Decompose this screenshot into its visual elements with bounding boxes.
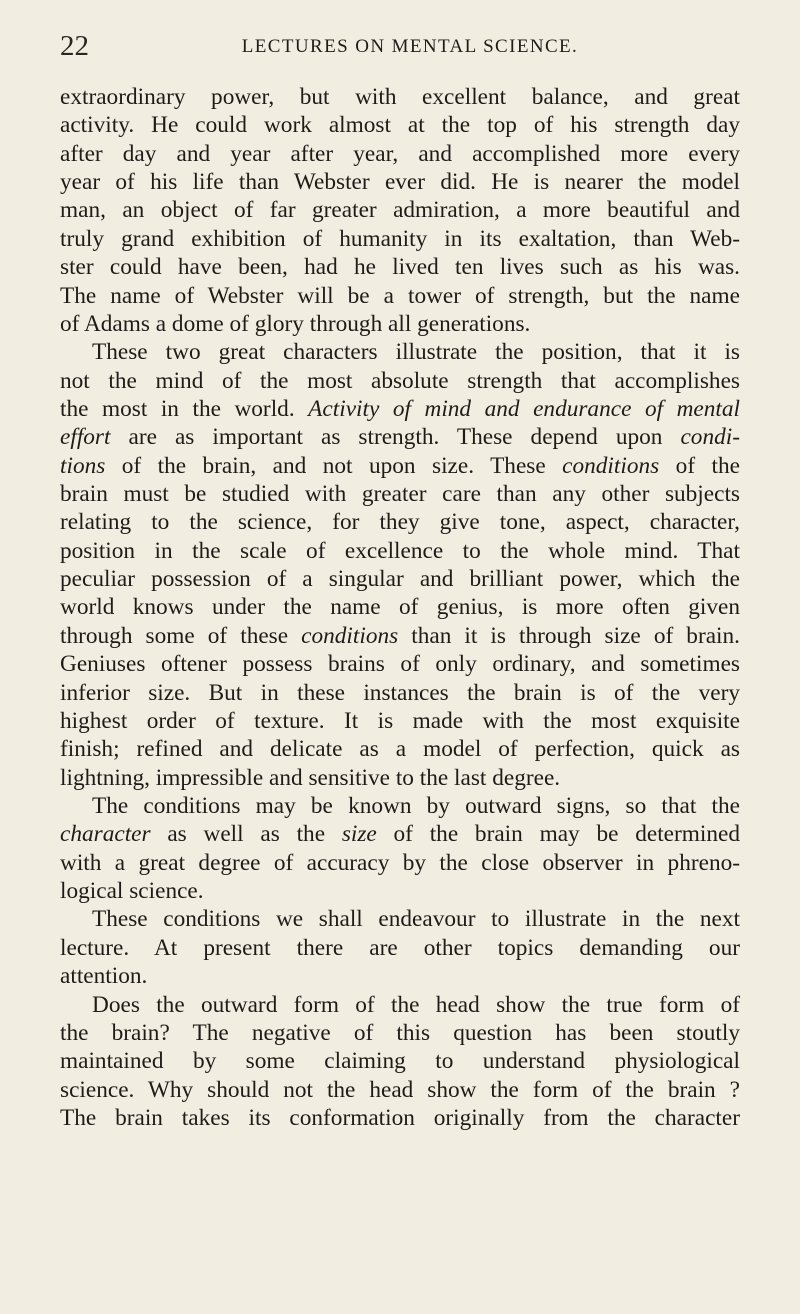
text-line [60, 225, 740, 253]
text-line [60, 991, 740, 1019]
text-line [60, 395, 740, 423]
italic-phrase: effort [60, 424, 111, 451]
line-text: than it is through size of brain. [398, 622, 740, 649]
text-line [60, 1047, 740, 1075]
line-text: logical science. [60, 878, 204, 905]
text-line [60, 679, 740, 707]
line-text: finish; refined and delicate as a model of perfection, quick as [60, 736, 740, 763]
line-text: lightning, impressible and sensitive to the last degree. [60, 764, 561, 791]
line-text: truly grand exhibition of humanity in its exaltation, than Web- [60, 225, 740, 252]
line-text: maintained by some claiming to understand physiological [60, 1048, 740, 1075]
text-line [60, 792, 740, 820]
line-text: of the [659, 452, 740, 479]
line-text: Does the outward form of the head show the true form of [92, 991, 740, 1018]
line-text: with a great degree of accuracy by the close observer in phreno- [60, 849, 740, 876]
text-line [60, 622, 740, 650]
text-line [60, 452, 740, 480]
text-line [60, 111, 740, 139]
text-line [60, 565, 740, 593]
text-line [60, 367, 740, 395]
text-line [60, 253, 740, 281]
italic-phrase: tions [60, 452, 106, 479]
line-text: inferior size. But in these instances the brain is of the very [60, 679, 740, 706]
text-line [60, 735, 740, 763]
text-line [60, 962, 740, 990]
line-text: of the brain may be determined [376, 821, 740, 848]
text-line [60, 1076, 740, 1104]
line-text: are as important as strength. These depend upon [110, 424, 681, 451]
text-line [60, 508, 740, 536]
text-line [60, 480, 740, 508]
line-text: position in the scale of excellence to the whole mind. That [60, 537, 740, 564]
italic-phrase: size [341, 821, 377, 848]
text-line [60, 537, 740, 565]
text-line [60, 593, 740, 621]
running-title: LECTURES ON MENTAL SCIENCE. [241, 36, 579, 57]
line-text: the most in the world. [60, 395, 309, 422]
line-text: the brain? The negative of this question has been stoutly [60, 1019, 740, 1046]
line-text: These conditions we shall endeavour to illustrate in the next [92, 906, 740, 933]
line-text: highest order of texture. It is made with the most exquisite [60, 707, 740, 734]
page-number: 22 [60, 30, 89, 62]
text-line [60, 707, 740, 735]
italic-phrase: Activity of mind and endurance of mental [308, 395, 740, 422]
text-line [60, 1104, 740, 1132]
text-line [60, 310, 740, 338]
line-text: of Adams a dome of glory through all generations. [60, 310, 531, 337]
line-text: Geniuses oftener possess brains of only ordinary, and sometimes [60, 651, 740, 678]
text-line [60, 849, 740, 877]
text-line [60, 196, 740, 224]
line-text: attention. [60, 963, 148, 990]
line-text: The conditions may be known by outward signs, so that the [92, 792, 740, 819]
line-text: through some of these [60, 622, 302, 649]
line-text: activity. He could work almost at the top of his strength day [60, 112, 740, 139]
text-line [60, 168, 740, 196]
running-head [60, 30, 760, 66]
line-text: after day and year after year, and accomplished more every [60, 140, 740, 167]
line-text: relating to the science, for they give tone, aspect, character, [60, 509, 740, 536]
line-text: peculiar possession of a singular and brilliant power, which the [60, 566, 740, 593]
line-text: as well as the [150, 821, 342, 848]
italic-phrase: conditions [301, 622, 399, 649]
line-text: ster could have been, had he lived ten lives such as his was. [60, 254, 740, 281]
text-line [60, 83, 740, 111]
text-line [60, 877, 740, 905]
italic-phrase: condi- [680, 424, 740, 451]
italic-phrase: conditions [562, 452, 660, 479]
text-line [60, 820, 740, 848]
text-line [60, 282, 740, 310]
text-line [60, 1019, 740, 1047]
text-line [60, 140, 740, 168]
line-text: year of his life than Webster ever did. He is nearer the model [60, 169, 740, 196]
line-text: science. Why should not the head show the form of the brain ? [60, 1076, 740, 1103]
line-text: not the mind of the most absolute strength that accomplishes [60, 367, 740, 394]
text-line [60, 905, 740, 933]
line-text: The brain takes its conformation originally from the character [60, 1104, 740, 1131]
text-line [60, 650, 740, 678]
line-text: man, an object of far greater admiration, a more beautiful and [60, 197, 740, 224]
line-text: The name of Webster will be a tower of strength, but the name [60, 282, 740, 309]
italic-phrase: character [60, 821, 151, 848]
text-line [60, 423, 740, 451]
line-text: extraordinary power, but with excellent balance, and great [60, 84, 740, 110]
line-text: These two great characters illustrate the position, that it is [92, 339, 740, 366]
line-text: world knows under the name of genius, is more often given [60, 594, 740, 621]
text-line [60, 338, 740, 366]
text-line [60, 934, 740, 962]
line-text: lecture. At present there are other topics demanding our [60, 934, 740, 961]
text-line [60, 764, 740, 792]
body-text [60, 83, 740, 1132]
line-text: brain must be studied with greater care than any other subjects [60, 481, 740, 508]
line-text: of the brain, and not upon size. These [105, 452, 563, 479]
